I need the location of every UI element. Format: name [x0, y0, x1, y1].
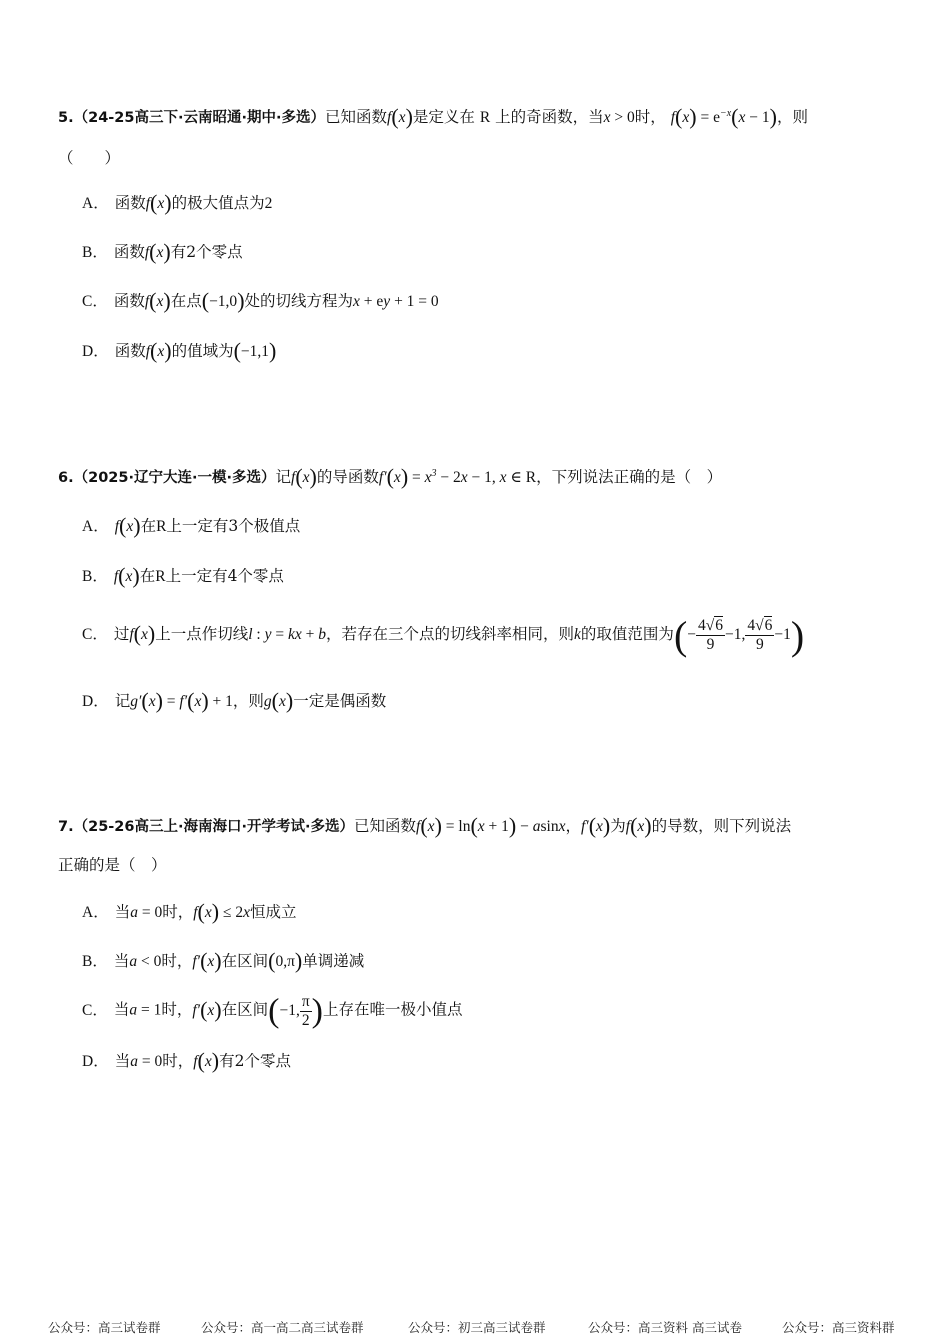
option-6c[interactable]: C． 过f(x)上一点作切线l : y = kx + b，若存在三个点的切线斜率相同，则k的取值范围为(− $\frac{4√6}{9}$ −1, $\frac{4√6}{9}$ −1) — [82, 613, 805, 658]
question-source: （2025·辽宁大连·一模·多选） — [73, 470, 276, 486]
option-6a[interactable]: A． f(x)在R上一定有3个极值点 — [82, 513, 301, 538]
option-5a[interactable]: A． 函数f(x)的极大值点为2 — [82, 190, 273, 215]
footer-item: 公众号：初三高三试卷群 — [408, 1320, 546, 1335]
footer-item: 公众号：高一高二高三试卷群 — [201, 1320, 364, 1335]
option-7b[interactable]: B． 当a < 0时，f′(x)在区间(0,π)单调递减 — [82, 948, 365, 973]
option-5c[interactable]: C． 函数f(x)在点(−1,0)处的切线方程为x + ey + 1 = 0 — [82, 288, 439, 313]
question-6-stem: 6.（2025·辽宁大连·一模·多选）记f(x)的导函数$f'(x) = x^3 - 2x - 1$, x ∈ R，下列说法正确的是（ ） — [58, 464, 723, 489]
question-number: 7. — [58, 819, 74, 835]
option-6b[interactable]: B． f(x)在R上一定有4个零点 — [82, 563, 284, 588]
question-number: 6. — [58, 470, 74, 486]
question-5-stem: 5.（24-25高三下·云南昭通·期中·多选）已知函数f(x)是定义在 R 上的奇函数，当x > 0时， $f(x) = e^{-x}(x - 1)$，则 — [58, 104, 808, 129]
question-5 — [58, 103, 898, 168]
option-5b[interactable]: B． 函数f(x)有2个零点 — [82, 239, 243, 264]
question-6 — [58, 463, 898, 492]
question-source: （25-26高三上·海南海口·开学考试·多选） — [73, 819, 355, 835]
footer-item: 公众号：高三试卷群 — [48, 1320, 161, 1335]
question-7: 7.（25-26高三上·海南海口·开学考试·多选）已知函数f(x) = ln(x + 1) − asinx，f′(x)为f(x)的导数，则下列说法 正确的是（ ） — [58, 812, 898, 875]
question-source: （24-25高三下·云南昭通·期中·多选） — [73, 110, 326, 126]
question-number: 5. — [58, 110, 74, 126]
footer-item: 公众号：高三资料 高三试卷 — [588, 1320, 742, 1335]
option-7c[interactable]: C． 当a = 1时，f′(x)在区间(−1, $\frac{\pi}{2}$ )上存在唯一极小值点 — [82, 992, 463, 1029]
option-6d[interactable]: D． 记g′(x) = f′(x) + 1，则g(x)一定是偶函数 — [82, 688, 387, 713]
footer-item: 公众号：高三资料群 — [782, 1320, 895, 1335]
option-5d[interactable]: D． 函数f(x)的值域为(−1,1) — [82, 338, 277, 363]
option-7d[interactable]: D． 当a = 0时，f(x)有2个零点 — [82, 1048, 291, 1073]
option-7a[interactable]: A． 当a = 0时，f(x) ≤ 2x恒成立 — [82, 899, 297, 924]
answer-paren: （ ） — [58, 148, 121, 167]
question-7-stem: 7.（25-26高三上·海南海口·开学考试·多选）已知函数f(x) = ln(x + 1) − asinx，f′(x)为f(x)的导数，则下列说法 — [58, 813, 792, 838]
